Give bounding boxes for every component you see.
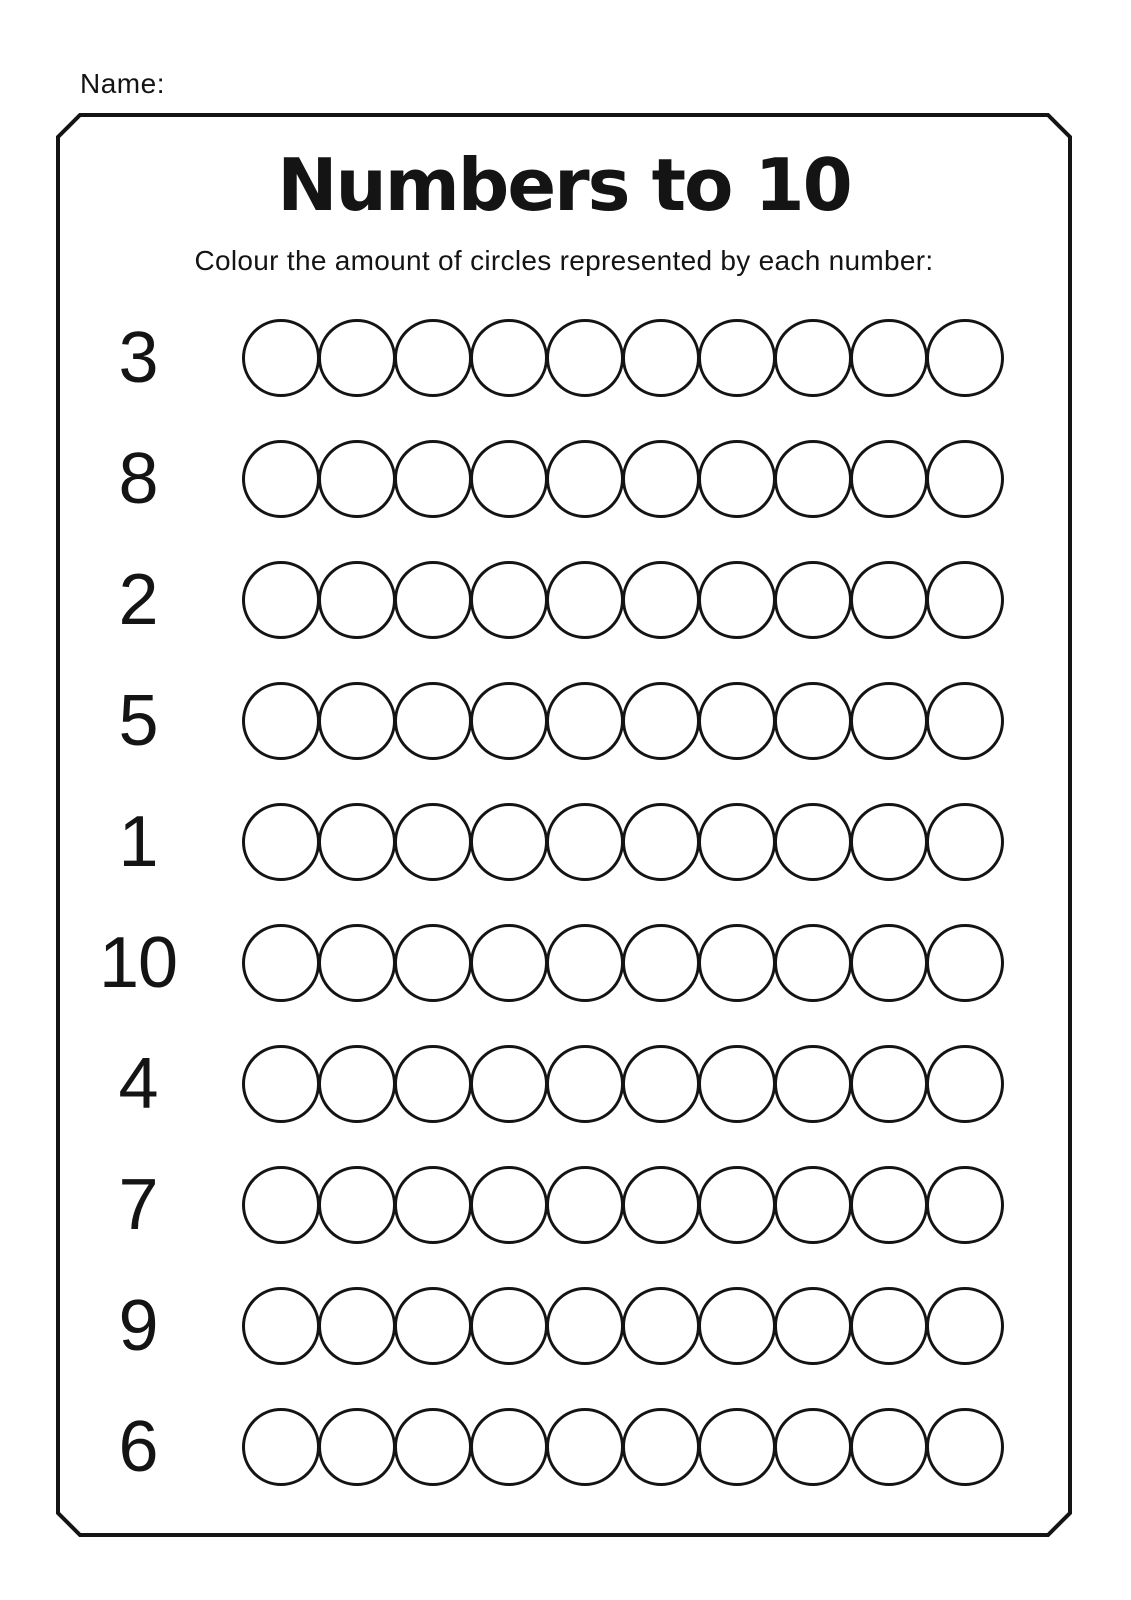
circle-group — [242, 561, 1004, 639]
colour-circle[interactable] — [318, 924, 396, 1002]
circle-group — [242, 924, 1004, 1002]
worksheet-row — [55, 561, 1071, 639]
colour-circle[interactable] — [242, 1045, 320, 1123]
row-number-label: 1 — [118, 802, 158, 882]
colour-circle[interactable] — [926, 1045, 1004, 1123]
colour-circle[interactable] — [318, 1408, 396, 1486]
worksheet-row — [55, 440, 1071, 518]
name-label: Name: — [80, 68, 165, 99]
colour-circle[interactable] — [318, 1166, 396, 1244]
colour-circle[interactable] — [242, 319, 320, 397]
colour-circle[interactable] — [774, 803, 852, 881]
colour-circle[interactable] — [850, 319, 928, 397]
colour-circle[interactable] — [698, 1408, 776, 1486]
colour-circle[interactable] — [698, 924, 776, 1002]
colour-circle[interactable] — [546, 319, 624, 397]
colour-circle[interactable] — [926, 682, 1004, 760]
row-number-label: 8 — [118, 439, 158, 519]
colour-circle[interactable] — [546, 1287, 624, 1365]
colour-circle[interactable] — [394, 1166, 472, 1244]
colour-circle[interactable] — [318, 319, 396, 397]
row-number-label: 4 — [118, 1044, 158, 1124]
colour-circle[interactable] — [242, 682, 320, 760]
colour-circle[interactable] — [470, 682, 548, 760]
colour-circle[interactable] — [546, 682, 624, 760]
colour-circle[interactable] — [850, 1166, 928, 1244]
colour-circle[interactable] — [546, 440, 624, 518]
colour-circle[interactable] — [774, 1287, 852, 1365]
colour-circle[interactable] — [622, 924, 700, 1002]
worksheet-row — [55, 1287, 1071, 1365]
colour-circle[interactable] — [698, 440, 776, 518]
colour-circle[interactable] — [698, 1287, 776, 1365]
colour-circle[interactable] — [926, 924, 1004, 1002]
circle-group — [242, 803, 1004, 881]
colour-circle[interactable] — [926, 440, 1004, 518]
colour-circle[interactable] — [622, 1408, 700, 1486]
worksheet-row — [55, 1408, 1071, 1486]
row-number-label: 3 — [118, 318, 158, 398]
circle-group — [242, 319, 1004, 397]
colour-circle[interactable] — [242, 924, 320, 1002]
colour-circle[interactable] — [622, 440, 700, 518]
colour-circle[interactable] — [470, 561, 548, 639]
colour-circle[interactable] — [774, 319, 852, 397]
colour-circle[interactable] — [622, 1287, 700, 1365]
colour-circle[interactable] — [546, 1166, 624, 1244]
colour-circle[interactable] — [850, 1408, 928, 1486]
page-title: Numbers to 10 — [277, 143, 851, 227]
colour-circle[interactable] — [850, 561, 928, 639]
colour-circle[interactable] — [698, 803, 776, 881]
colour-circle[interactable] — [470, 1166, 548, 1244]
colour-circle[interactable] — [774, 682, 852, 760]
colour-circle[interactable] — [698, 682, 776, 760]
colour-circle[interactable] — [394, 440, 472, 518]
colour-circle[interactable] — [470, 1045, 548, 1123]
rows — [55, 319, 1071, 1486]
colour-circle[interactable] — [242, 1408, 320, 1486]
colour-circle[interactable] — [394, 682, 472, 760]
circle-group — [242, 1166, 1004, 1244]
colour-circle[interactable] — [318, 561, 396, 639]
colour-circle[interactable] — [318, 1287, 396, 1365]
colour-circle[interactable] — [394, 1045, 472, 1123]
colour-circle[interactable] — [926, 803, 1004, 881]
row-number-label: 7 — [118, 1165, 158, 1245]
colour-circle[interactable] — [774, 1408, 852, 1486]
colour-circle[interactable] — [242, 1287, 320, 1365]
colour-circle[interactable] — [242, 561, 320, 639]
colour-circle[interactable] — [546, 561, 624, 639]
circle-group — [242, 682, 1004, 760]
colour-circle[interactable] — [470, 924, 548, 1002]
colour-circle[interactable] — [850, 682, 928, 760]
colour-circle[interactable] — [622, 803, 700, 881]
colour-circle[interactable] — [318, 440, 396, 518]
colour-circle[interactable] — [698, 319, 776, 397]
colour-circle[interactable] — [926, 1408, 1004, 1486]
row-number-label: 2 — [118, 560, 158, 640]
worksheet-row — [55, 1045, 1071, 1123]
colour-circle[interactable] — [546, 803, 624, 881]
colour-circle[interactable] — [774, 1166, 852, 1244]
worksheet-row — [55, 319, 1071, 397]
colour-circle[interactable] — [622, 561, 700, 639]
colour-circle[interactable] — [242, 803, 320, 881]
colour-circle[interactable] — [850, 803, 928, 881]
colour-circle[interactable] — [470, 1408, 548, 1486]
colour-circle[interactable] — [394, 561, 472, 639]
colour-circle[interactable] — [850, 1045, 928, 1123]
instruction-text: Colour the amount of circles represented by each number: — [194, 245, 934, 276]
colour-circle[interactable] — [774, 924, 852, 1002]
colour-circle[interactable] — [318, 682, 396, 760]
worksheet-row — [55, 924, 1071, 1002]
colour-circle[interactable] — [318, 803, 396, 881]
colour-circle[interactable] — [850, 1287, 928, 1365]
colour-circle[interactable] — [318, 1045, 396, 1123]
colour-circle[interactable] — [622, 1045, 700, 1123]
colour-circle[interactable] — [470, 440, 548, 518]
colour-circle[interactable] — [698, 1166, 776, 1244]
circle-group — [242, 1287, 1004, 1365]
row-number-label: 10 — [98, 923, 178, 1003]
colour-circle[interactable] — [546, 924, 624, 1002]
colour-circle[interactable] — [926, 561, 1004, 639]
colour-circle[interactable] — [394, 1287, 472, 1365]
colour-circle[interactable] — [546, 1045, 624, 1123]
colour-circle[interactable] — [394, 924, 472, 1002]
row-number-label: 9 — [118, 1286, 158, 1366]
worksheet-row — [55, 682, 1071, 760]
colour-circle[interactable] — [622, 1166, 700, 1244]
colour-circle[interactable] — [850, 924, 928, 1002]
colour-circle[interactable] — [622, 682, 700, 760]
worksheet-row — [55, 1166, 1071, 1244]
colour-circle[interactable] — [470, 803, 548, 881]
colour-circle[interactable] — [394, 1408, 472, 1486]
colour-circle[interactable] — [926, 1166, 1004, 1244]
colour-circle[interactable] — [546, 1408, 624, 1486]
colour-circle[interactable] — [622, 319, 700, 397]
colour-circle[interactable] — [926, 319, 1004, 397]
colour-circle[interactable] — [926, 1287, 1004, 1365]
colour-circle[interactable] — [698, 1045, 776, 1123]
colour-circle[interactable] — [470, 1287, 548, 1365]
row-number-label: 5 — [118, 681, 158, 761]
colour-circle[interactable] — [774, 561, 852, 639]
colour-circle[interactable] — [774, 440, 852, 518]
colour-circle[interactable] — [774, 1045, 852, 1123]
worksheet-row — [55, 803, 1071, 881]
colour-circle[interactable] — [698, 561, 776, 639]
colour-circle[interactable] — [470, 319, 548, 397]
colour-circle[interactable] — [242, 1166, 320, 1244]
circle-group — [242, 1045, 1004, 1123]
colour-circle[interactable] — [394, 803, 472, 881]
circle-group — [242, 1408, 1004, 1486]
colour-circle[interactable] — [242, 440, 320, 518]
colour-circle[interactable] — [850, 440, 928, 518]
colour-circle[interactable] — [394, 319, 472, 397]
row-number-label: 6 — [118, 1407, 158, 1487]
circle-group — [242, 440, 1004, 518]
